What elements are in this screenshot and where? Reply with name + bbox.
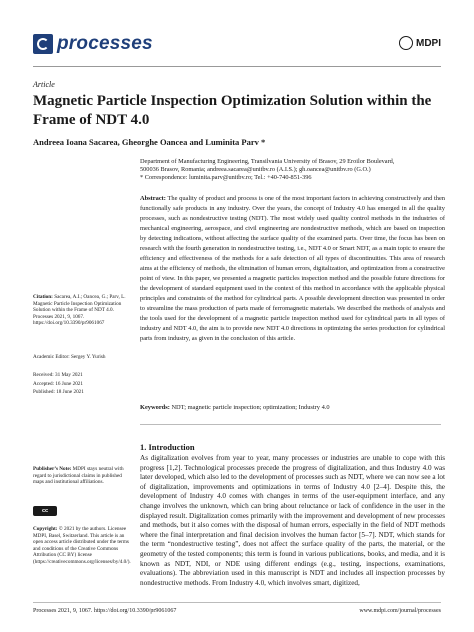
- publishers-note: [33, 466, 129, 488]
- academic-editor: Academic Editor: Sergey Y. Yurish: [33, 354, 106, 360]
- publisher-logo: [399, 36, 441, 50]
- editor-block: [33, 354, 129, 363]
- mdpi-logo-icon: [399, 36, 413, 50]
- correspondence-line: * Correspondence: luminita.parv@unitbv.ro; Tel.: +40-740-851-396: [140, 174, 312, 181]
- author-list: Andreea Ioana Sacarea, Gheorghe Oancea and Luminita Parv *: [33, 137, 266, 147]
- journal-logo-icon: [33, 34, 53, 54]
- footer-divider: [33, 602, 441, 603]
- affiliation-line: 500036 Brasov, Romania; andreea.sacarea@unitbv.ro (A.I.S.); gh.oancea@unitbv.ro (G.O.): [140, 166, 371, 173]
- citation-text: Sacarea, A.I.; Oancea, G.; Parv, L. Magnetic Particle Inspection Optimization Solution within the Frame of NDT 4.0. Processes 2021, 9, 1067. https://doi.org/10.3390/pr9061067: [33, 294, 126, 326]
- publishers-note-label: Publisher’s Note:: [33, 466, 72, 472]
- keywords-text: NDT; magnetic particle inspection; optimization; Industry 4.0: [171, 404, 330, 411]
- abstract-label: Abstract:: [140, 195, 166, 202]
- publisher-name: MDPI: [416, 37, 441, 49]
- citation-label: Citation:: [33, 294, 53, 300]
- keywords-divider: [140, 424, 441, 425]
- publishers-note-text: MDPI stays neutral with regard to jurisdictional claims in published maps and institutional affiliations.: [33, 466, 124, 485]
- citation-block: [33, 294, 129, 329]
- abstract-text: The quality of product and process is one of the most important factors in achieving constructively and then functionally safe products in any industry. Over the years, the concept of Industry 4.0 has emerged in all the quality processes, such as nondestructive testing (NDT). The most widely used quality control methods in the industries of mechanical engineering, aerospace, and civil engineering are nondestructive methods, which are based on inspection by detecting indications, without affecting the surface quality of the examined parts. Over time, the focus has been on research with the fourth generation in nondestructive testing, i.e., NDT 4.0 or Smart NDT, as a main topic to ensure the efficiency and effectiveness of the methods for a safe detection of all types of discontinuities. This area of research aims at the efficiency of methods, the elimination of human errors, digitalization, and optimization from a constructive point of view. In this paper, we presented a magnetic particles inspection method and the possible future directions for the development of standard equipment used in the context of this method in accordance with the applicable physical principles and constraints of the method for cylindrical parts. A possible development direction was presented in order to streamline the mass production of parts made of ferromagnetic materials. We described the methods of analysis and the tools used for the development of a magnetic particle inspection method used for cylindrical parts in all types of industry and NDT 4.0, the aim is to provide new NDT 4.0 directions in optimizing the series production for cylindrical parts from industry, as given in the conclusion of this article.: [140, 195, 445, 342]
- keywords: [140, 404, 330, 411]
- received-date: Received: 31 May 2021: [33, 372, 83, 378]
- header-divider: [33, 66, 441, 67]
- affiliation-block: [140, 158, 445, 182]
- copyright-text: © 2021 by the authors. Licensee MDPI, Basel, Switzerland. This article is an open access article distributed under the terms and conditions of the Creative Commons Attribution (CC BY) license (https://creativecommons.org/licenses/by/4.0/).: [33, 526, 131, 565]
- journal-name: processes: [57, 33, 153, 54]
- keywords-label: Keywords:: [140, 404, 170, 411]
- section-heading: 1. Introduction: [140, 442, 195, 452]
- affiliation-line: Department of Manufacturing Engineering, Transilvania University of Brasov, 29 Eroilor Boulevard,: [140, 158, 395, 165]
- abstract: [140, 194, 445, 344]
- published-date: Published: 18 June 2021: [33, 389, 84, 395]
- footer-citation: Processes 2021, 9, 1067. https://doi.org/10.3390/pr9061067: [33, 608, 177, 614]
- article-title: Magnetic Particle Inspection Optimization Solution within the Frame of NDT 4.0: [33, 93, 432, 128]
- copyright-block: [33, 526, 129, 567]
- introduction-text: As digitalization evolves from year to year, many processes or industries are unable to cope with this progress [1,2]. Technological processes precede the progress of digitalization, and thus Industry 4.0 was later developed, which also led to the development of processes such as NDT, where we can now see a lot of digitalization, improvements and optimizations in terms of Industry 4.0 [2–4]. Despite this, the development of Industry 4.0 comes with changes in terms of the user-equipment interface, and any change involves the unknown, which can bring about reluctance or lack of confidence in the user in the displayed result. Digitalization comes primarily with the improvement and development of new processes and methods, but it also comes with the disposal of human errors, especially in the field of NDT methods where the final interpretation and final decision involves the human factor [5–7]. NDT, which stands for the term “nondestructive testing”, does not affect the surface quality of the parts, the material, or the geometry of the tested components; this term is found in various publications, books, and media, and it is known as NDT, NDI, or NDE using different endings (e.g., testing, inspections, examinations, evaluations). The abbreviation used in this manuscript is NDT and includes all inspection processes by nondestructive methods. From Industry 4.0, which involves smart, digitized,: [140, 454, 445, 587]
- copyright-label: Copyright:: [33, 526, 58, 532]
- article-type: Article: [33, 80, 55, 89]
- footer-journal-link[interactable]: www.mdpi.com/journal/processes: [359, 608, 441, 614]
- cc-by-license-icon: cc: [33, 506, 57, 516]
- dates-block: [33, 372, 129, 398]
- accepted-date: Accepted: 16 June 2021: [33, 380, 83, 387]
